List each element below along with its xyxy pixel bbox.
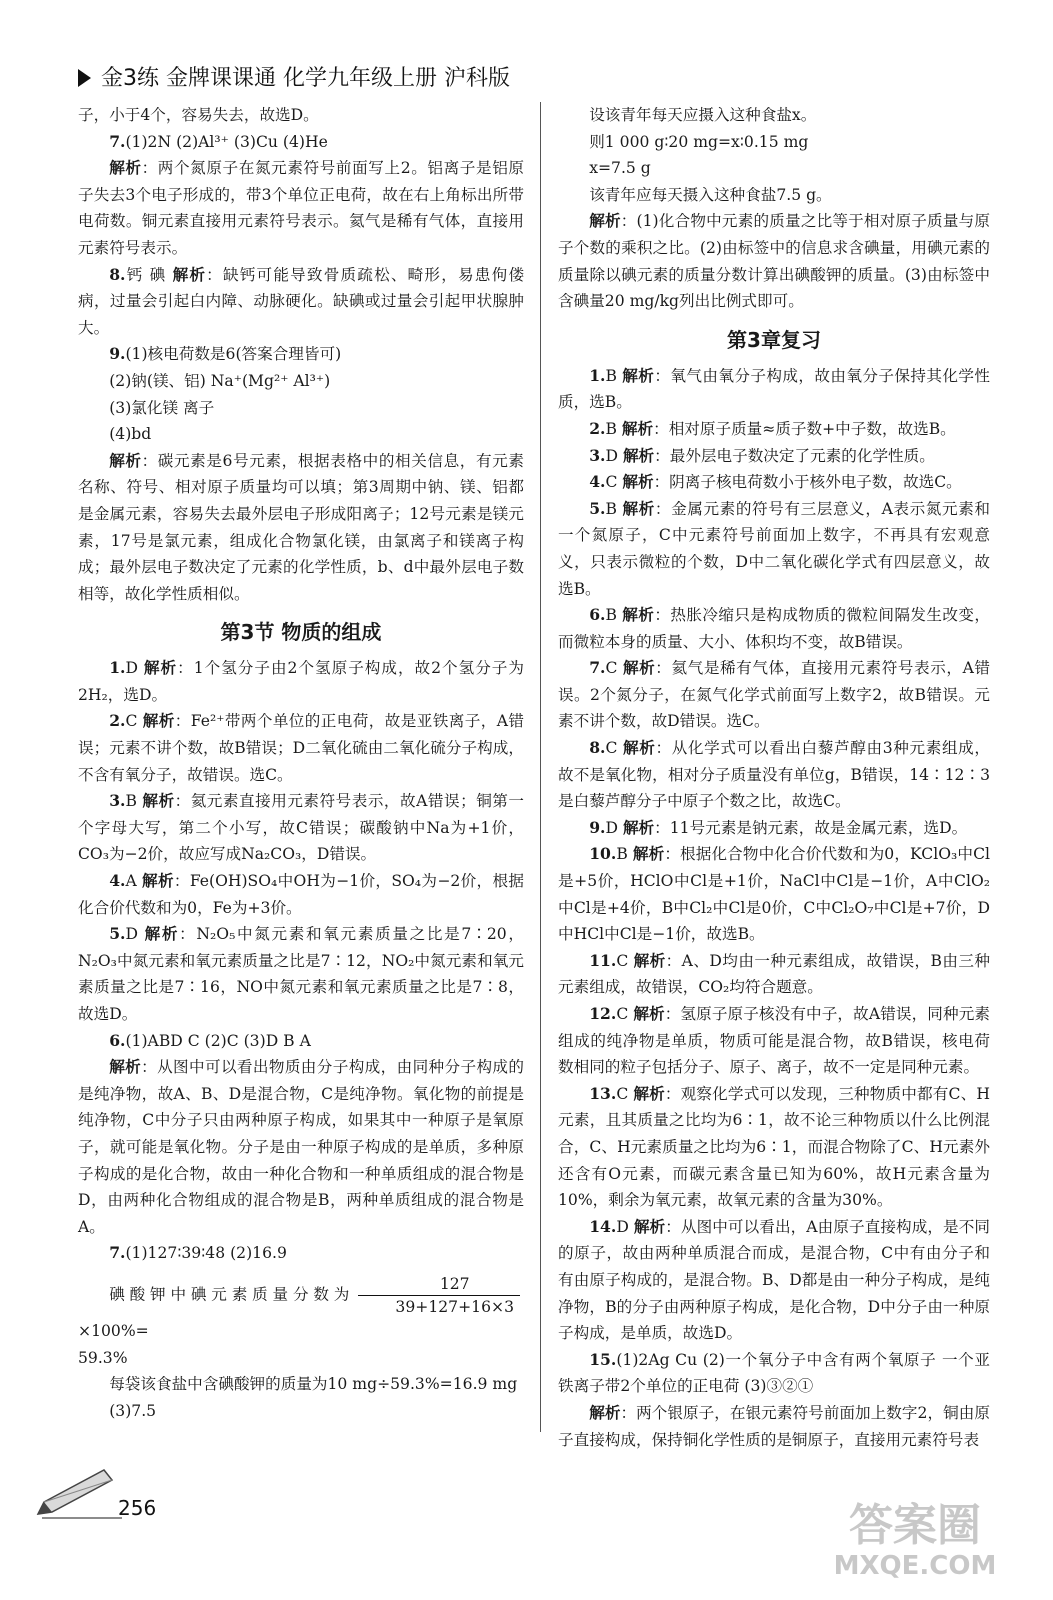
- answer-text: B: [605, 419, 622, 438]
- answer-item: [558, 443, 990, 470]
- fraction: [358, 1273, 520, 1318]
- item-number: 6.: [109, 1030, 126, 1050]
- answer-text: D: [125, 925, 145, 944]
- explanation-text: ：两个氮原子在氮元素符号前面写上2。铝离子是铝原子失去3个电子形成的，带3个单位正电荷，故在右上角标出所带电荷数。铜元素直接用元素符号表示。氦气是稀有气体，直接用元素符号表示。: [78, 159, 524, 257]
- explanation-text: ：缺钙可能导致骨质疏松、畸形，易患佝偻病，过量会引起白内障、动脉硬化。缺碘或过量会引起甲状腺肿大。: [78, 265, 524, 337]
- jiexi-label: 解析: [109, 159, 142, 178]
- formula-suffix: ×100%=: [78, 1321, 149, 1340]
- answer-item: [78, 708, 524, 788]
- jiexi-label: 解析: [633, 1084, 665, 1103]
- watermark-bottom: MXQE.COM: [833, 1551, 997, 1581]
- answer-text: A: [125, 872, 143, 891]
- explanation-text: ：1个氢分子由2个氢原子构成，故2个氢分子为2H₂，选D。: [78, 659, 524, 704]
- item-number: 10.: [589, 844, 617, 864]
- pencil-icon: [34, 1462, 124, 1522]
- answer-item: [558, 496, 990, 602]
- explanation-text: ：氦元素直接用元素符号表示，故A错误；铜第一个字母大写，第二个小写，故C错误；碳酸钠中Na为+1价，CO₃为−2价，故应写成Na₂CO₃，D错误。: [78, 792, 524, 864]
- answer-line: (2)钠(镁、铝) Na⁺(Mg²⁺ Al³⁺): [109, 371, 331, 390]
- item-number: 2.: [109, 711, 126, 731]
- item-number: 7.: [109, 131, 126, 151]
- item-number: 12.: [589, 1004, 617, 1023]
- answer-line: (4)bd: [109, 425, 152, 444]
- jiexi-label: 解析: [172, 265, 207, 284]
- answer-item: [78, 788, 524, 868]
- jiexi-label: 解析: [622, 606, 655, 625]
- explanation-text: ：A、D均由一种元素组成，故错误，B由三种元素组成，故错误，CO₂均符合题意。: [558, 951, 990, 997]
- page-number: 256: [118, 1496, 157, 1520]
- explanation: [558, 1400, 990, 1453]
- answer-text: 钙 碘: [125, 265, 173, 284]
- jiexi-label: 解析: [633, 1217, 666, 1236]
- answer-item: [78, 1240, 524, 1267]
- jiexi-label: 解析: [622, 499, 655, 518]
- explanation-text: ：(1)化合物中元素的质量之比等于相对原子质量与原子个数的乘积之比。(2)由标签中的信息求含碘量，用碘元素的质量除以碘元素的质量分数计算出碘酸钾的质量。(3)由标签中含碘量20 mg/kg列出比例式即可。: [558, 212, 990, 311]
- item-number: 7.: [109, 1243, 126, 1263]
- explanation-text: ：Fe(OH)SO₄中OH为−1价，SO₄为−2价，根据化合价代数和为0，Fe为+3价。: [78, 872, 524, 917]
- formula-prefix: 碘酸钾中碘元素质量分数为: [109, 1285, 355, 1304]
- answer-item: [558, 602, 990, 655]
- explanation-text: ：两个银原子，在银元素符号前面加上数字2，铜由原子直接构成，保持铜化学性质的是铜原子，直接用元素符号表: [558, 1403, 990, 1449]
- answer-text: (1)核电荷数是6(答案合理皆可): [125, 345, 342, 364]
- answer-item: [558, 841, 990, 947]
- item-number: 14.: [589, 1216, 617, 1236]
- item-number: 8.: [109, 264, 126, 284]
- fraction-numerator: 127: [358, 1273, 520, 1296]
- running-header: [78, 64, 978, 94]
- item-number: 8.: [589, 738, 606, 758]
- explanation-text: ：从图中可以看出，A由原子直接构成，是不同的原子，故由两种单质混合而成，是混合物，C中有由分子和有由原子构成的，是混合物。B、D都是由一种分子构成，是纯净物，B的分子由两种原子构成，是化合物，D中分子由一种原子构成，是单质，故选D。: [558, 1217, 990, 1343]
- jiexi-label: 解析: [622, 659, 656, 678]
- explanation-text: ：Fe²⁺带两个单位的正电荷，故是亚铁离子，A错误；元素不讲个数，故B错误；D二氧化硫由二氧化硫分子构成，不含有氧分子，故错误。选C。: [78, 712, 524, 784]
- explanation-text: ：氢原子原子核没有中子，故A错误，同种元素组成的纯净物是单质，物质可能是混合物，故B错误，核电荷数相同的粒子包括分子、原子、离子，故不一定是同种元素。: [558, 1005, 990, 1077]
- answer-item: [558, 735, 990, 815]
- explanation-text: ：氧气由氧分子构成，故由氧分子保持其化学性质，选B。: [558, 366, 990, 412]
- jiexi-label: 解析: [633, 951, 666, 970]
- calculation-line: 每袋该食盐中含碘酸钾的质量为10 mg÷59.3%=16.9 mg: [109, 1375, 518, 1394]
- answer-item: [78, 655, 524, 708]
- answer-text: D: [125, 659, 144, 678]
- answer-text: B: [605, 606, 623, 625]
- jiexi-label: 解析: [109, 451, 142, 470]
- answer-text: (1)2N (2)Al³⁺ (3)Cu (4)He: [125, 132, 328, 151]
- answer-text: C: [605, 659, 623, 678]
- explanation: [78, 448, 524, 608]
- answer-text: C: [616, 951, 634, 970]
- item-number: 13.: [589, 1083, 617, 1103]
- item-number: 4.: [589, 472, 606, 492]
- jiexi-label: 解析: [622, 473, 654, 492]
- answer-text: C: [616, 1005, 634, 1023]
- answer-line: (3)7.5: [109, 1401, 157, 1420]
- answer-item: [558, 1001, 990, 1081]
- explanation: [558, 208, 990, 314]
- explanation-text: ：从化学式可以看出白藜芦醇由3种元素组成，故不是氧化物，相对分子质量没有单位g，B错误，14∶12∶3是白藜芦醇分子中原子个数之比，故选C。: [558, 739, 990, 811]
- formula-result: 59.3%: [78, 1348, 128, 1367]
- right-column: [558, 102, 990, 1453]
- item-number: 5.: [109, 924, 126, 944]
- calculation-line: 该青年应每天摄入这种食盐7.5 g。: [589, 185, 832, 204]
- item-number: 15.: [589, 1349, 617, 1369]
- jiexi-label: 解析: [142, 792, 175, 811]
- explanation-text: ：根据化合物中化合价代数和为0，KClO₃中Cl是+5价，HClO中Cl是+1价，NaCl中Cl是−1价，A中ClO₂中Cl是+4价，B中Cl₂中Cl是0价，C中Cl₂O₇中Cl是+7价，D中HCl中Cl是−1价，故选B。: [558, 845, 990, 944]
- answer-item: [558, 1214, 990, 1347]
- item-number: 1.: [589, 365, 606, 385]
- left-column: [78, 102, 524, 1424]
- explanation-text: ：11号元素是钠元素，故是金属元素，选D。: [654, 818, 968, 837]
- explanation-text: ：金属元素的符号有三层意义，A表示氮元素和一个氮原子，C中元素符号前面加上数字，不再具有宏观意义，只表示微粒的个数，D中二氧化碳化学式有四层意义，故选B。: [558, 499, 990, 598]
- section-title: 第3节 物质的组成: [220, 620, 382, 645]
- answer-item: [558, 948, 990, 1001]
- explanation: [78, 1054, 524, 1240]
- answer-text: D: [605, 446, 623, 465]
- answer-line: (3)氯化镁 离子: [109, 398, 215, 417]
- jiexi-label: 解析: [633, 1005, 665, 1023]
- item-number: 9.: [109, 344, 126, 364]
- watermark-logo: [810, 1492, 1020, 1582]
- section-title: 第3章复习: [727, 327, 821, 352]
- item-number: 11.: [589, 950, 617, 970]
- jiexi-label: 解析: [623, 739, 656, 758]
- jiexi-label: 解析: [143, 659, 178, 678]
- explanation-text: ：阴离子核电荷数小于核外电子数，故选C。: [653, 473, 962, 492]
- answer-text: C: [616, 1084, 634, 1103]
- answer-item: [558, 1081, 990, 1214]
- answer-item: [78, 868, 524, 921]
- explanation: [78, 155, 524, 261]
- answer-text: B: [605, 499, 623, 518]
- explanation-text: ：氦气是稀有气体，直接用元素符号表示，A错误。2个氮分子，在氮气化学式前面写上数字2，故B错误。元素不讲个数，故D错误。选C。: [558, 659, 990, 731]
- answer-item: [558, 1347, 990, 1400]
- answer-item: [558, 815, 990, 842]
- answer-item: [558, 363, 990, 416]
- jiexi-label: 解析: [589, 1403, 621, 1422]
- watermark-top: 答案圈: [849, 1500, 981, 1551]
- explanation-text: ：碳元素是6号元素，根据表格中的相关信息，有元素名称、符号、相对原子质量均可以填；第3周期中钠、镁、铝都是金属元素，容易失去最外层电子形成阳离子；12号元素是镁元素，17号是氯元素，组成化合物氯化镁，由氯离子和镁离子构成；最外层电子数决定了元素的化学性质，b、d中最外层电子数相等，故化学性质相似。: [78, 451, 524, 603]
- continued-text: 子，小于4个，容易失去，故选D。: [78, 106, 319, 124]
- answer-text: (1)ABD C (2)C (3)D B A: [125, 1031, 311, 1050]
- answer-text: B: [125, 792, 143, 811]
- answer-item: [78, 129, 524, 156]
- item-number: 4.: [109, 871, 126, 891]
- item-number: 1.: [109, 658, 126, 678]
- jiexi-label: 解析: [622, 818, 655, 837]
- explanation-text: ：最外层电子数决定了元素的化学性质。: [654, 446, 935, 465]
- explanation-text: ：观察化学式可以发现，三种物质中都有C、H元素，且其质量之比均为6∶1，故不论三种物质以什么比例混合，C、H元素质量之比均为6∶1，而混合物除了C、H元素外还含有O元素，而碳元素含量已知为60%，故H元素含量为10%，剩余为氧元素，故氧元素的含量为30%。: [558, 1084, 990, 1210]
- calculation-line: 则1 000 g∶20 mg=x∶0.15 mg: [589, 132, 809, 151]
- item-number: 7.: [589, 658, 606, 678]
- header-text: 金3练 金牌课课通 化学九年级上册 沪科版: [101, 66, 510, 91]
- answer-text: D: [616, 1217, 634, 1236]
- calculation-line: x=7.5 g: [589, 159, 651, 178]
- answer-text: (1)127∶39∶48 (2)16.9: [125, 1244, 287, 1263]
- column-divider: [540, 102, 541, 1432]
- explanation-text: ：N₂O₅中氮元素和氧元素质量之比是7∶20，N₂O₃中氮元素和氧元素质量之比是7∶12，NO₂中氮元素和氧元素质量之比是7∶16，NO中氮元素和氧元素质量之比是7∶8，故选D。: [78, 925, 524, 1023]
- item-number: 2.: [589, 418, 606, 438]
- answer-item: [78, 1028, 524, 1055]
- item-number: 3.: [109, 791, 126, 811]
- jiexi-label: 解析: [144, 925, 180, 944]
- item-number: 5.: [589, 498, 606, 518]
- formula-line: [78, 1273, 524, 1345]
- answer-text: D: [605, 818, 623, 837]
- jiexi-label: 解析: [622, 366, 655, 385]
- jiexi-label: 解析: [142, 872, 174, 891]
- item-number: 9.: [589, 817, 606, 837]
- answer-item: [78, 262, 524, 342]
- explanation-text: ：相对原子质量≈质子数+中子数，故选B。: [653, 419, 956, 438]
- answer-item: [558, 416, 990, 443]
- answer-text: C: [605, 473, 623, 492]
- answer-item: [78, 341, 524, 368]
- answer-text: (1)2Ag Cu (2)一个氧分子中含有两个氧原子 一个亚铁离子带2个单位的正电荷 (3)③②①: [558, 1350, 990, 1396]
- answer-item: [78, 921, 524, 1027]
- calculation-line: 设该青年每天应摄入这种食盐x。: [589, 106, 817, 124]
- item-number: 3.: [589, 445, 606, 465]
- jiexi-label: 解析: [589, 212, 621, 231]
- answer-item: [558, 469, 990, 496]
- jiexi-label: 解析: [621, 419, 654, 438]
- jiexi-label: 解析: [622, 446, 655, 465]
- explanation-text: ：热胀冷缩只是构成物质的微粒间隔发生改变，而微粒本身的质量、大小、体积均不变，故B错误。: [558, 606, 990, 651]
- explanation-text: ：从图中可以看出物质由分子构成，由同种分子构成的是纯净物，故A、B、D是混合物，C是纯净物。氧化物的前提是纯净物，C中分子只由两种原子构成，如果其中一种原子是氧原子，就可能是氧化物。分子是由一种原子构成的是单质，多种原子构成的是化合物，故由一种化合物和一种单质组成的混合物是D，由两种化合物组成的混合物是B，两种单质组成的混合物是A。: [78, 1058, 524, 1236]
- answer-text: B: [605, 366, 623, 385]
- jiexi-label: 解析: [632, 845, 665, 864]
- fraction-denominator: 39+127+16×3: [395, 1297, 514, 1316]
- answer-text: C: [605, 739, 623, 758]
- answer-text: B: [616, 845, 633, 864]
- item-number: 6.: [589, 605, 606, 625]
- jiexi-label: 解析: [142, 712, 175, 731]
- answer-item: [558, 655, 990, 735]
- jiexi-label: 解析: [109, 1058, 142, 1077]
- triangle-marker-icon: [78, 69, 91, 87]
- answer-text: C: [125, 712, 143, 731]
